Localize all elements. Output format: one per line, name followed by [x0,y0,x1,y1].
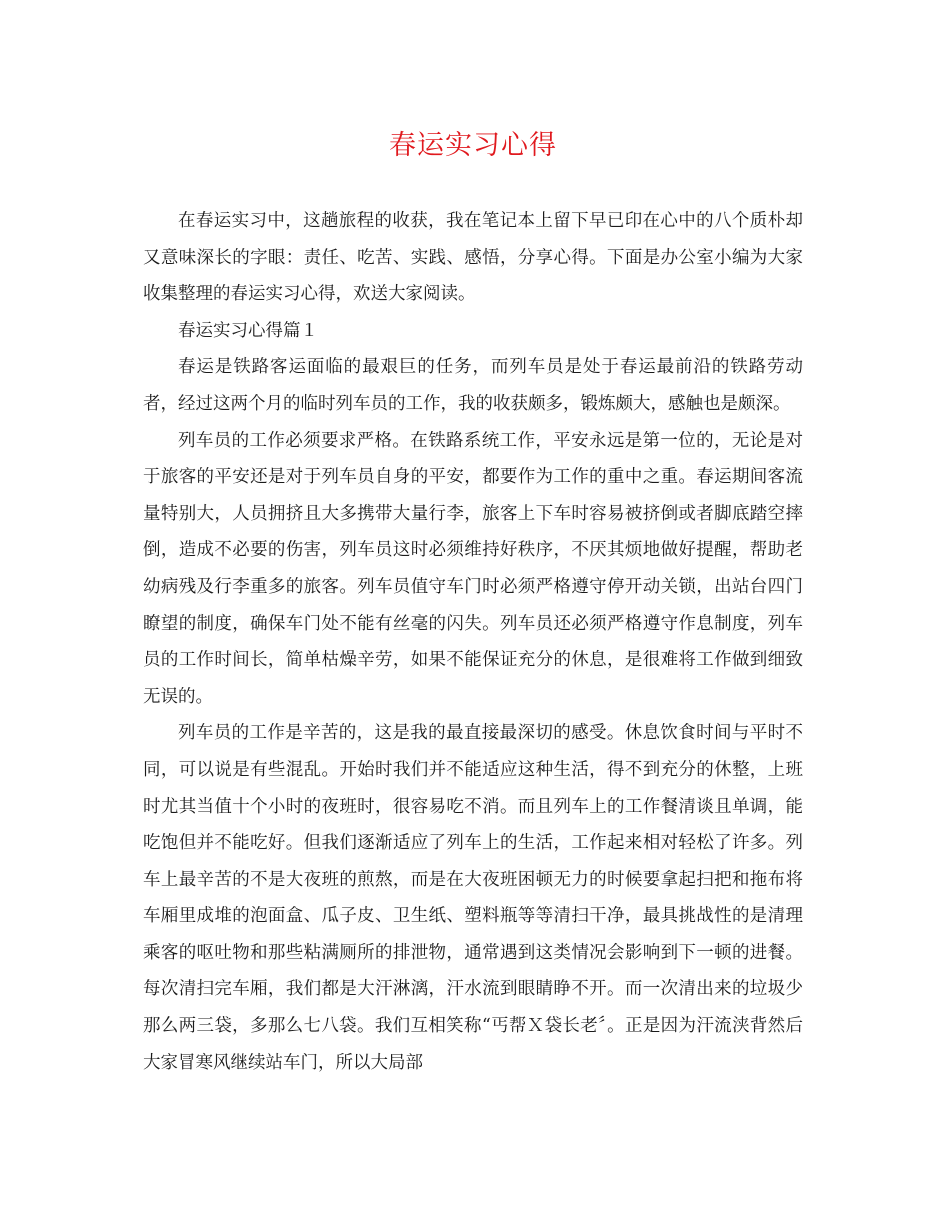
body-paragraph: 列车员的工作是辛苦的，这是我的最直接最深切的感受。休息饮食时间与平时不同，可以说是有些混乱。开始时我们并不能适应这种生活，得不到充分的休整，上班时尤其当值十个小时的夜班时，很容易吃不消。而且列车上的工作餐清谈且单调，能吃饱但并不能吃好。但我们逐渐适应了列车上的生活，工作起来相对轻松了许多。列车上最辛苦的不是大夜班的煎熬，而是在大夜班困顿无力的时候要拿起扫把和拖布将车厢里成堆的泡面盒、瓜子皮、卫生纸、塑料瓶等等清扫干净，最具挑战性的是清理乘客的呕吐物和那些粘满厕所的排泄物，通常遇到这类情况会影响到下一顿的进餐。每次清扫完车厢，我们都是大汗淋漓，汗水流到眼睛睁不开。而一次清出来的垃圾少那么两三袋，多那么七八袋。我们互相笑称“丐帮Ｘ袋长老〞。正是因为汗流浃背然后大家冒寒风继续站车门，所以大局部 [143,723,803,1073]
intro-paragraph: 在春运实习中，这趟旅程的收获，我在笔记本上留下早已印在心中的八个质朴却又意味深长的字眼：责任、吃苦、实践、感悟，分享心得。下面是办公室小编为大家收集整理的春运实习心得，欢送大家阅读。 [143,211,803,305]
document-title: 春运实习心得 [389,130,557,161]
body-paragraph: 春运是铁路客运面临的最艰巨的任务，而列车员是处于春运最前沿的铁路劳动者，经过这两个月的临时列车员的工作，我的收获颇多，锻炼颇大，感触也是颇深。 [143,357,803,414]
section-heading: 春运实习心得篇１ [178,320,318,341]
document-body [143,203,803,1081]
body-paragraph: 列车员的工作必须要求严格。在铁路系统工作，平安永远是第一位的，无论是对于旅客的平安还是对于列车员自身的平安，都要作为工作的重中之重。春运期间客流量特别大，人员拥挤且大多携带大量行李，旅客上下车时容易被挤倒或者脚底踏空摔倒，造成不必要的伤害，列车员这时必须维持好秩序，不厌其烦地做好提醒，帮助老幼病残及行李重多的旅客。列车员值守车门时必须严格遵守停开动关锁，出站台四门瞭望的制度，确保车门处不能有丝毫的闪失。列车员还必须严格遵守作息制度，列车员的工作时间长，简单枯燥辛劳，如果不能保证充分的休息，是很难将工作做到细致无误的。 [143,430,803,707]
